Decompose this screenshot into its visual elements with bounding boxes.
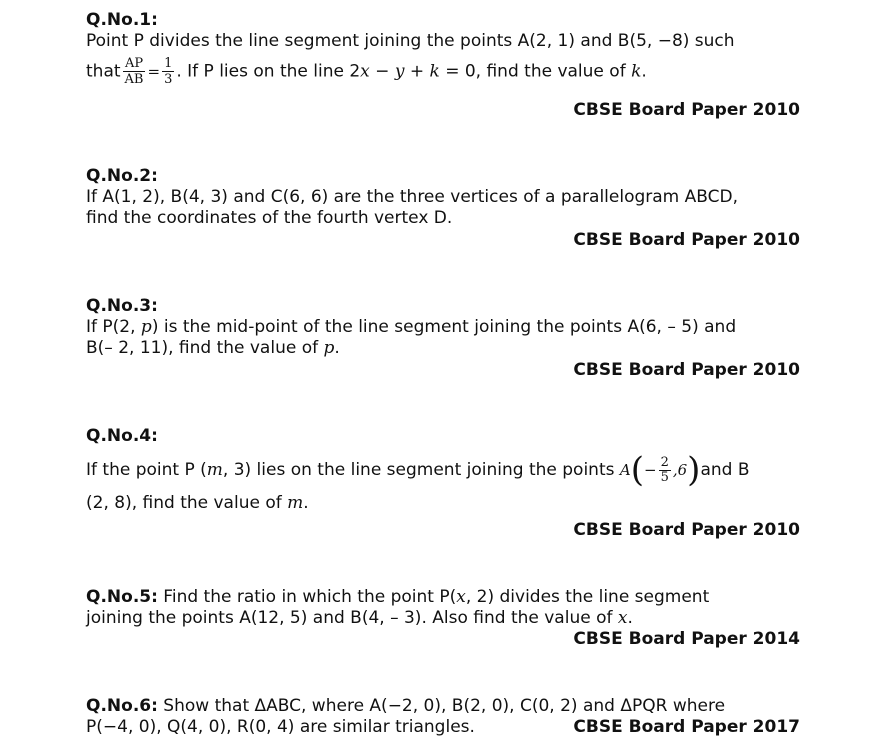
- text-fragment: .: [303, 493, 309, 513]
- variable: y: [394, 61, 405, 82]
- question-text: [86, 450, 806, 490]
- question-1: [86, 10, 806, 87]
- variable: x: [617, 608, 628, 628]
- question-text: [86, 317, 806, 338]
- text-fragment: = 0, find the value of: [439, 61, 632, 82]
- question-text: [86, 493, 806, 514]
- fraction-denominator: 3: [164, 72, 173, 87]
- question-text: [86, 696, 806, 717]
- variable: p: [323, 338, 335, 358]
- text-fragment: that: [86, 61, 121, 82]
- text-fragment: joining the points A(12, 5) and B(4, – 3). Also find the value of: [86, 608, 618, 628]
- source-label: CBSE Board Paper 2014: [573, 629, 800, 649]
- fraction-numerator: 2: [660, 454, 669, 470]
- question-3: [86, 296, 806, 359]
- source-label: CBSE Board Paper 2010: [573, 360, 800, 380]
- question-text: find the coordinates of the fourth vertex D.: [86, 208, 453, 228]
- text-fragment: Show that ΔABC, where A(−2, 0), B(2, 0), C(0, 2) and ΔPQR where: [157, 696, 726, 716]
- text-fragment: +: [404, 61, 430, 82]
- open-parenthesis: (: [630, 450, 644, 490]
- text-fragment: .: [334, 338, 340, 358]
- source-label: CBSE Board Paper 2017: [573, 717, 800, 737]
- point-label: A: [619, 461, 631, 479]
- variable: m: [206, 460, 223, 480]
- text-fragment: , 2) divides the line segment: [465, 587, 710, 607]
- fraction-ap-ab: [123, 56, 146, 87]
- question-text: P(−4, 0), Q(4, 0), R(0, 4) are similar triangles.: [86, 717, 475, 737]
- text-fragment: .: [641, 61, 647, 82]
- source-label: CBSE Board Paper 2010: [573, 520, 800, 540]
- question-text: [86, 587, 806, 608]
- variable: k: [429, 61, 440, 82]
- fraction-numerator: 1: [164, 56, 173, 71]
- question-text: [86, 56, 806, 87]
- variable: x: [456, 587, 466, 607]
- fraction-denominator: 5: [660, 469, 669, 485]
- question-label: Q.No.3:: [86, 296, 158, 316]
- text-fragment: .: [627, 608, 633, 628]
- text-fragment: . If P lies on the line 2: [176, 61, 361, 82]
- variable: p: [140, 317, 152, 337]
- variable: k: [631, 61, 642, 82]
- question-2: [86, 166, 806, 229]
- text-fragment: (2, 8), find the value of: [86, 493, 288, 513]
- variable: x: [360, 61, 370, 82]
- question-label: Q.No.5:: [86, 587, 158, 607]
- question-label: Q.No.2:: [86, 166, 158, 186]
- text-fragment: ) is the mid-point of the line segment joining the points A(6, – 5) and: [151, 317, 737, 337]
- variable: m: [287, 493, 304, 513]
- question-text: [86, 338, 806, 359]
- text-fragment: −: [369, 61, 395, 82]
- source-label: CBSE Board Paper 2010: [573, 100, 800, 120]
- question-text: Point P divides the line segment joining the points A(2, 1) and B(5, −8) such: [86, 31, 735, 51]
- question-4: [86, 426, 806, 514]
- question-5: [86, 587, 806, 629]
- text-fragment: , 3) lies on the line segment joining the points: [222, 460, 620, 480]
- text-fragment: If P(2,: [86, 317, 141, 337]
- fraction-two-fifths: [659, 456, 671, 485]
- fraction-denominator: AB: [124, 72, 144, 87]
- question-label: Q.No.6:: [86, 696, 158, 716]
- fraction-one-third: [162, 56, 174, 87]
- text-fragment: and B: [700, 460, 750, 480]
- question-label: Q.No.4:: [86, 426, 158, 446]
- text-fragment: Find the ratio in which the point P(: [157, 587, 457, 607]
- question-text: [86, 608, 806, 629]
- question-label: Q.No.1:: [86, 10, 158, 30]
- text-fragment: If the point P (: [86, 460, 207, 480]
- close-parenthesis: ): [687, 450, 701, 490]
- text-fragment: B(– 2, 11), find the value of: [86, 338, 324, 358]
- source-label: CBSE Board Paper 2010: [573, 230, 800, 250]
- equals-sign: =: [147, 62, 161, 81]
- fraction-numerator: AP: [123, 56, 146, 72]
- minus-sign: −: [644, 461, 657, 479]
- text-fragment: ,6: [672, 461, 688, 479]
- question-text: If A(1, 2), B(4, 3) and C(6, 6) are the three vertices of a parallelogram ABCD,: [86, 187, 738, 207]
